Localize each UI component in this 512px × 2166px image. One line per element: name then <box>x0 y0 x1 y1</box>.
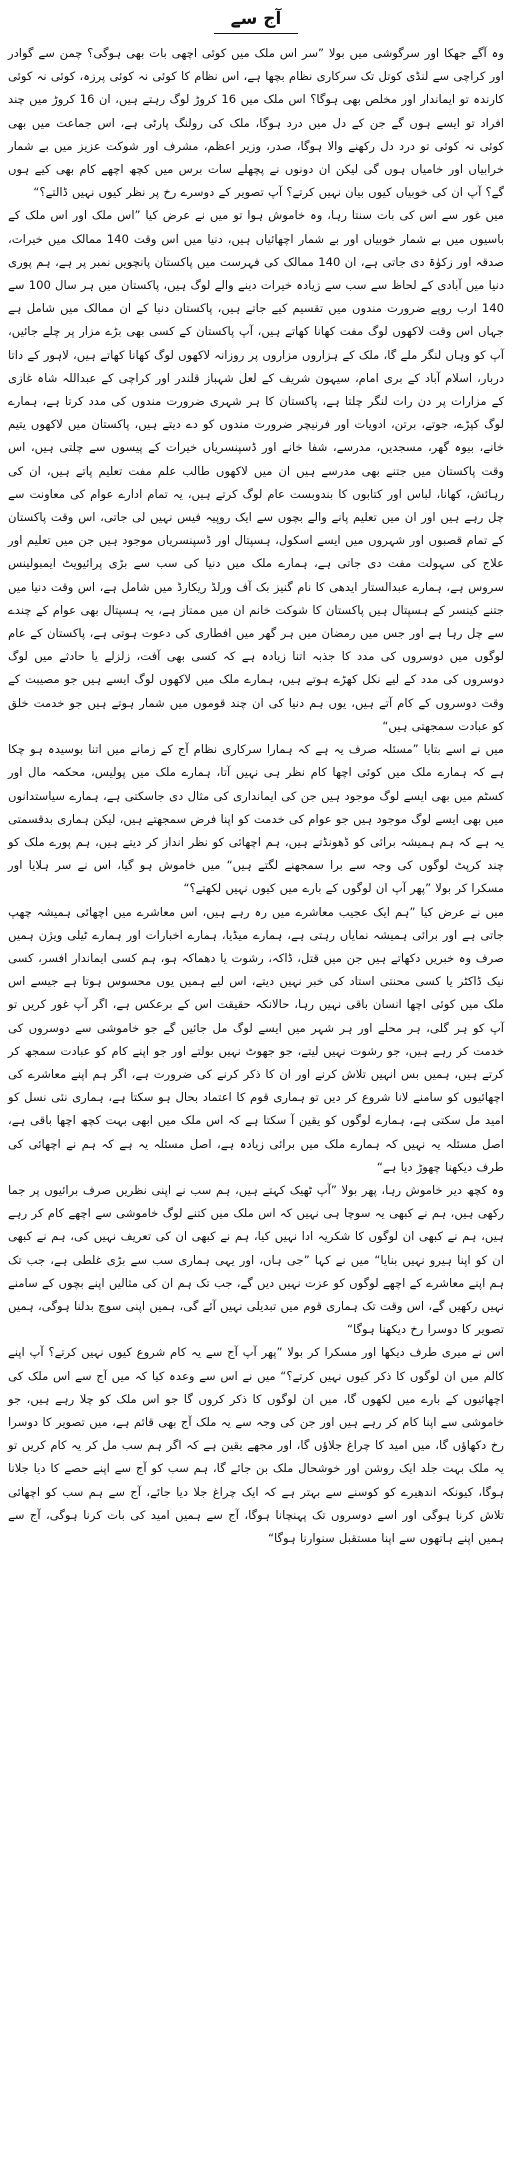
paragraph: وہ آگے جھکا اور سرگوشی میں بولا ”سر اس ملک میں کوئی اچھی بات بھی ہوگی؟ چمن سے گوادر اور کراچی سے لنڈی کوتل تک سرکاری نظام بچھا ہے، اس نظام کا کوئی نہ کوئی پرزہ، کوئی نہ کوئی کارندہ تو ایماندار اور مخلص بھی ہوگا؟ اس ملک میں 16 کروڑ لوگ رہتے ہیں، ان 16 کروڑ میں چند افراد تو ایسے ہوں گے جن کے دل میں درد ہوگا، ملک کی رولنگ پارٹی ہے، اس جماعت میں بھی کوئی نہ کوئی تو درد دل رکھنے والا ہوگا، صدر، وزیر اعظم، مشرف اور شوکت عزیز میں بے شمار خرابیاں اور خامیاں ہوں گی لیکن ان دونوں نے پچھلے سات برس میں کچھ اچھے کام بھی کیے ہوں گے؟ آپ ان کی خوبیاں کیوں بیان نہیں کرتے؟ آپ تصویر کے دوسرے رخ پر نظر کیوں نہیں ڈالتے؟“ <box>8 46 504 200</box>
paragraph: میں نے عرض کیا ”ہم ایک عجیب معاشرے میں رہ رہے ہیں، اس معاشرے میں اچھائی ہمیشہ چھپ جاتی ہے اور برائی ہمیشہ نمایاں رہتی ہے، ہمارے میڈیا، ہمارے اخبارات اور ہمارے ٹیلی ویژن ہمیں صرف وہ خبریں دکھاتے ہیں جن میں قتل، ڈاکہ، رشوت یا دھماکہ ہو، ہم کسی ایماندار افسر، کسی نیک ڈاکٹر یا کسی محنتی استاد کی خبر نہیں دیتے، اس لیے ہمیں یوں محسوس ہوتا ہے جیسے اس ملک میں کوئی اچھا انسان باقی نہیں رہا، حالانکہ حقیقت اس کے برعکس ہے، اگر آپ غور کریں تو آپ کو ہر گلی، ہر محلے اور ہر شہر میں ایسے لوگ مل جائیں گے جو خاموشی سے دوسروں کی خدمت کر رہے ہیں، جو رشوت نہیں لیتے، جو جھوٹ نہیں بولتے اور جو اپنے کام کو عبادت سمجھ کر کرتے ہیں، ہمیں بس انہیں تلاش کرنے اور ان کا ذکر کرنے کی ضرورت ہے، اگر ہم اپنے معاشرے کی اچھائیوں کو سامنے لانا شروع کر دیں تو ہماری قوم کا اعتماد بحال ہو سکتا ہے، ہماری نئی نسل کو امید مل سکتی ہے، ہمارے لوگوں کو یقین آ سکتا ہے کہ اس ملک میں ابھی بہت کچھ اچھا باقی ہے، اصل مسئلہ یہ نہیں کہ ہمارے ملک میں برائی زیادہ ہے، اصل مسئلہ یہ ہے کہ ہم نے اچھائی کی طرف دیکھنا چھوڑ دیا ہے“ <box>8 904 504 1174</box>
column-title: آج سے <box>230 9 282 29</box>
paragraph: میں غور سے اس کی بات سنتا رہا، وہ خاموش ہوا تو میں نے عرض کیا ”اس ملک اور اس ملک کے باسیوں میں بے شمار خوبیاں اور بے شمار اچھائیاں ہیں، دنیا میں اس وقت 140 ممالک میں خیرات، صدقہ اور زکوٰۃ دی جاتی ہے، ان 140 ممالک کی فہرست میں پاکستان پانچویں نمبر پر ہے، ہم پوری دنیا میں آبادی کے لحاظ سے سب سے زیادہ خیرات دینے والے لوگ ہیں، پاکستان میں ہر سال 100 سے 140 ارب روپے ضرورت مندوں میں تقسیم کیے جاتے ہیں، پاکستان دنیا کے ان ممالک میں شامل ہے جہاں اس وقت لاکھوں لوگ مفت کھانا کھاتے ہیں، آپ پاکستان کے کسی بھی بڑے مزار پر چلے جائیں، آپ کو وہاں لنگر ملے گا، ملک کے ہزاروں مزاروں پر روزانہ لاکھوں لوگ کھانا کھاتے ہیں، لاہور کے داتا دربار، اسلام آباد کے بری امام، سیہون شریف کے لعل شہباز قلندر اور کراچی کے عبداللہ شاہ غازی کے مزارات پر دن رات لنگر چلتا ہے، پاکستان کا ہر شہری ضرورت مندوں کی مدد کرتا ہے، ہمارے لوگ کپڑے، جوتے، برتن، ادویات اور فرنیچر ضرورت مندوں کو دے دیتے ہیں، پاکستان میں لاکھوں یتیم خانے، بیوہ گھر، مسجدیں، مدرسے، شفا خانے اور ڈسپنسریاں خیرات کے پیسوں سے چلتی ہیں، اس وقت پاکستان میں جتنے بھی مدرسے ہیں ان میں لاکھوں طالب علم مفت تعلیم پاتے ہیں، ان کی رہائش، کھانا، لباس اور کتابوں کا بندوبست عام لوگ کرتے ہیں، یہ تمام ادارے عوام کی معاونت سے چل رہے ہیں اور ان میں تعلیم پانے والے بچوں سے ایک روپیہ فیس نہیں لی جاتی، اس وقت پاکستان کے تمام قصبوں اور شہروں میں ایسے اسکول، ہسپتال اور ڈسپنسریاں موجود ہیں جن میں تعلیم اور علاج کی سہولت مفت دی جاتی ہے، ہمارے ملک میں دنیا کی سب سے بڑی پرائیویٹ ایمبولینس سروس ہے، ہمارے عبدالستار ایدھی کا نام گنیز بک آف ورلڈ ریکارڈ میں شامل ہے، اس وقت دنیا میں جتنے کینسر کے ہسپتال ہیں پاکستان کا شوکت خانم ان میں ممتاز ہے، یہ ہسپتال بھی عوام کے چندے سے چل رہا ہے اور جس میں رمضان میں ہر گھر میں افطاری کی دعوت ہوتی ہے، پاکستان کے عام لوگوں میں دوسروں کی مدد کا جذبہ اتنا زیادہ ہے کہ کسی بھی آفت، زلزلے یا حادثے میں لوگ دوسروں کی مدد کے لیے نکل کھڑے ہوتے ہیں، ہمارے ملک میں لاکھوں لوگ ایسے ہیں جو مصیبت کے وقت دوسروں کے کام آتے ہیں، یوں ہم دنیا کی ان چند قوموں میں شمار ہوتے ہیں جو خدمت خلق کو عبادت سمجھتی ہیں“ <box>8 208 505 733</box>
column-body <box>8 42 504 1550</box>
title-underline <box>214 33 298 34</box>
paragraph: میں نے اسے بتایا ”مسئلہ صرف یہ ہے کہ ہمارا سرکاری نظام آج کے زمانے میں اتنا بوسیدہ ہو چکا ہے کہ ہمارے ملک میں کوئی اچھا کام نظر ہی نہیں آتا، ہمارے ملک میں پولیس، محکمہ مال اور کسٹم میں بھی ایسے لوگ موجود ہیں جن کی ایمانداری کی مثال دی جاسکتی ہے، ہمارے سیاستدانوں میں بھی ایسے لوگ موجود ہیں جو عوام کی خدمت کو اپنا فرض سمجھتے ہیں، لیکن ہماری بدقسمتی یہ ہے کہ ہم ہمیشہ برائی کو ڈھونڈتے ہیں، ہم اچھائی کو نظر انداز کر دیتے ہیں، ہم پورے ملک کو چند کرپٹ لوگوں کی وجہ سے برا سمجھنے لگتے ہیں“ میں خاموش ہو گیا، اس نے سر ہلایا اور مسکرا کر بولا ”پھر آپ ان لوگوں کے بارے میں کیوں نہیں لکھتے؟“ <box>8 742 504 896</box>
paragraph: وہ کچھ دیر خاموش رہا، پھر بولا ”آپ ٹھیک کہتے ہیں، ہم سب نے اپنی نظریں صرف برائیوں پر جما رکھی ہیں، ہم نے کبھی یہ سوچا ہی نہیں کہ اس ملک میں کتنے لوگ خاموشی سے اچھے کام کر رہے ہیں، ہم نے کبھی ان لوگوں کا شکریہ ادا نہیں کیا، ہم نے کبھی ان کی تعریف نہیں کی، ہم نے کبھی ان کو اپنا ہیرو نہیں بنایا“ میں نے کہا ”جی ہاں، اور یہی ہماری سب سے بڑی غلطی ہے، جب تک ہم اپنے معاشرے کے اچھے لوگوں کو عزت نہیں دیں گے، جب تک ہم ان کی مثالیں اپنے بچوں کے سامنے نہیں رکھیں گے، اس وقت تک ہماری قوم میں تبدیلی نہیں آئے گی، ہمیں اپنی سوچ بدلنا ہوگی، ہمیں تصویر کا دوسرا رخ دیکھنا ہوگا“ <box>8 1182 504 1337</box>
paragraph: اس نے میری طرف دیکھا اور مسکرا کر بولا ”پھر آپ آج سے یہ کام شروع کیوں نہیں کرتے؟ آپ اپنے کالم میں ان لوگوں کا ذکر کیوں نہیں کرتے؟“ میں نے اس سے وعدہ کیا کہ میں آج سے اس ملک کی اچھائیوں کے بارے میں لکھوں گا، میں ان لوگوں کا ذکر کروں گا جو اس ملک کو چلا رہے ہیں، جو خاموشی سے اپنا کام کر رہے ہیں اور جن کی وجہ سے یہ ملک آج بھی قائم ہے، میں تصویر کا دوسرا رخ دکھاؤں گا، میں امید کا چراغ جلاؤں گا، اور مجھے یقین ہے کہ اگر ہم سب مل کر یہ کام کریں تو یہ ملک بہت جلد ایک روشن اور خوشحال ملک بن جائے گا، ہم سب کو آج سے اپنے حصے کا دیا جلانا ہوگا، کیونکہ اندھیرے کو کوسنے سے بہتر ہے کہ ایک چراغ جلا دیا جائے، آج سے ہم سب کو اچھائی تلاش کرنا ہوگی اور اسے دوسروں تک پہنچانا ہوگا، آج سے ہمیں امید کی بات کرنا ہوگی، آج سے ہمیں اپنے ہاتھوں سے اپنا مستقبل سنوارنا ہوگا“ <box>8 1345 504 1545</box>
